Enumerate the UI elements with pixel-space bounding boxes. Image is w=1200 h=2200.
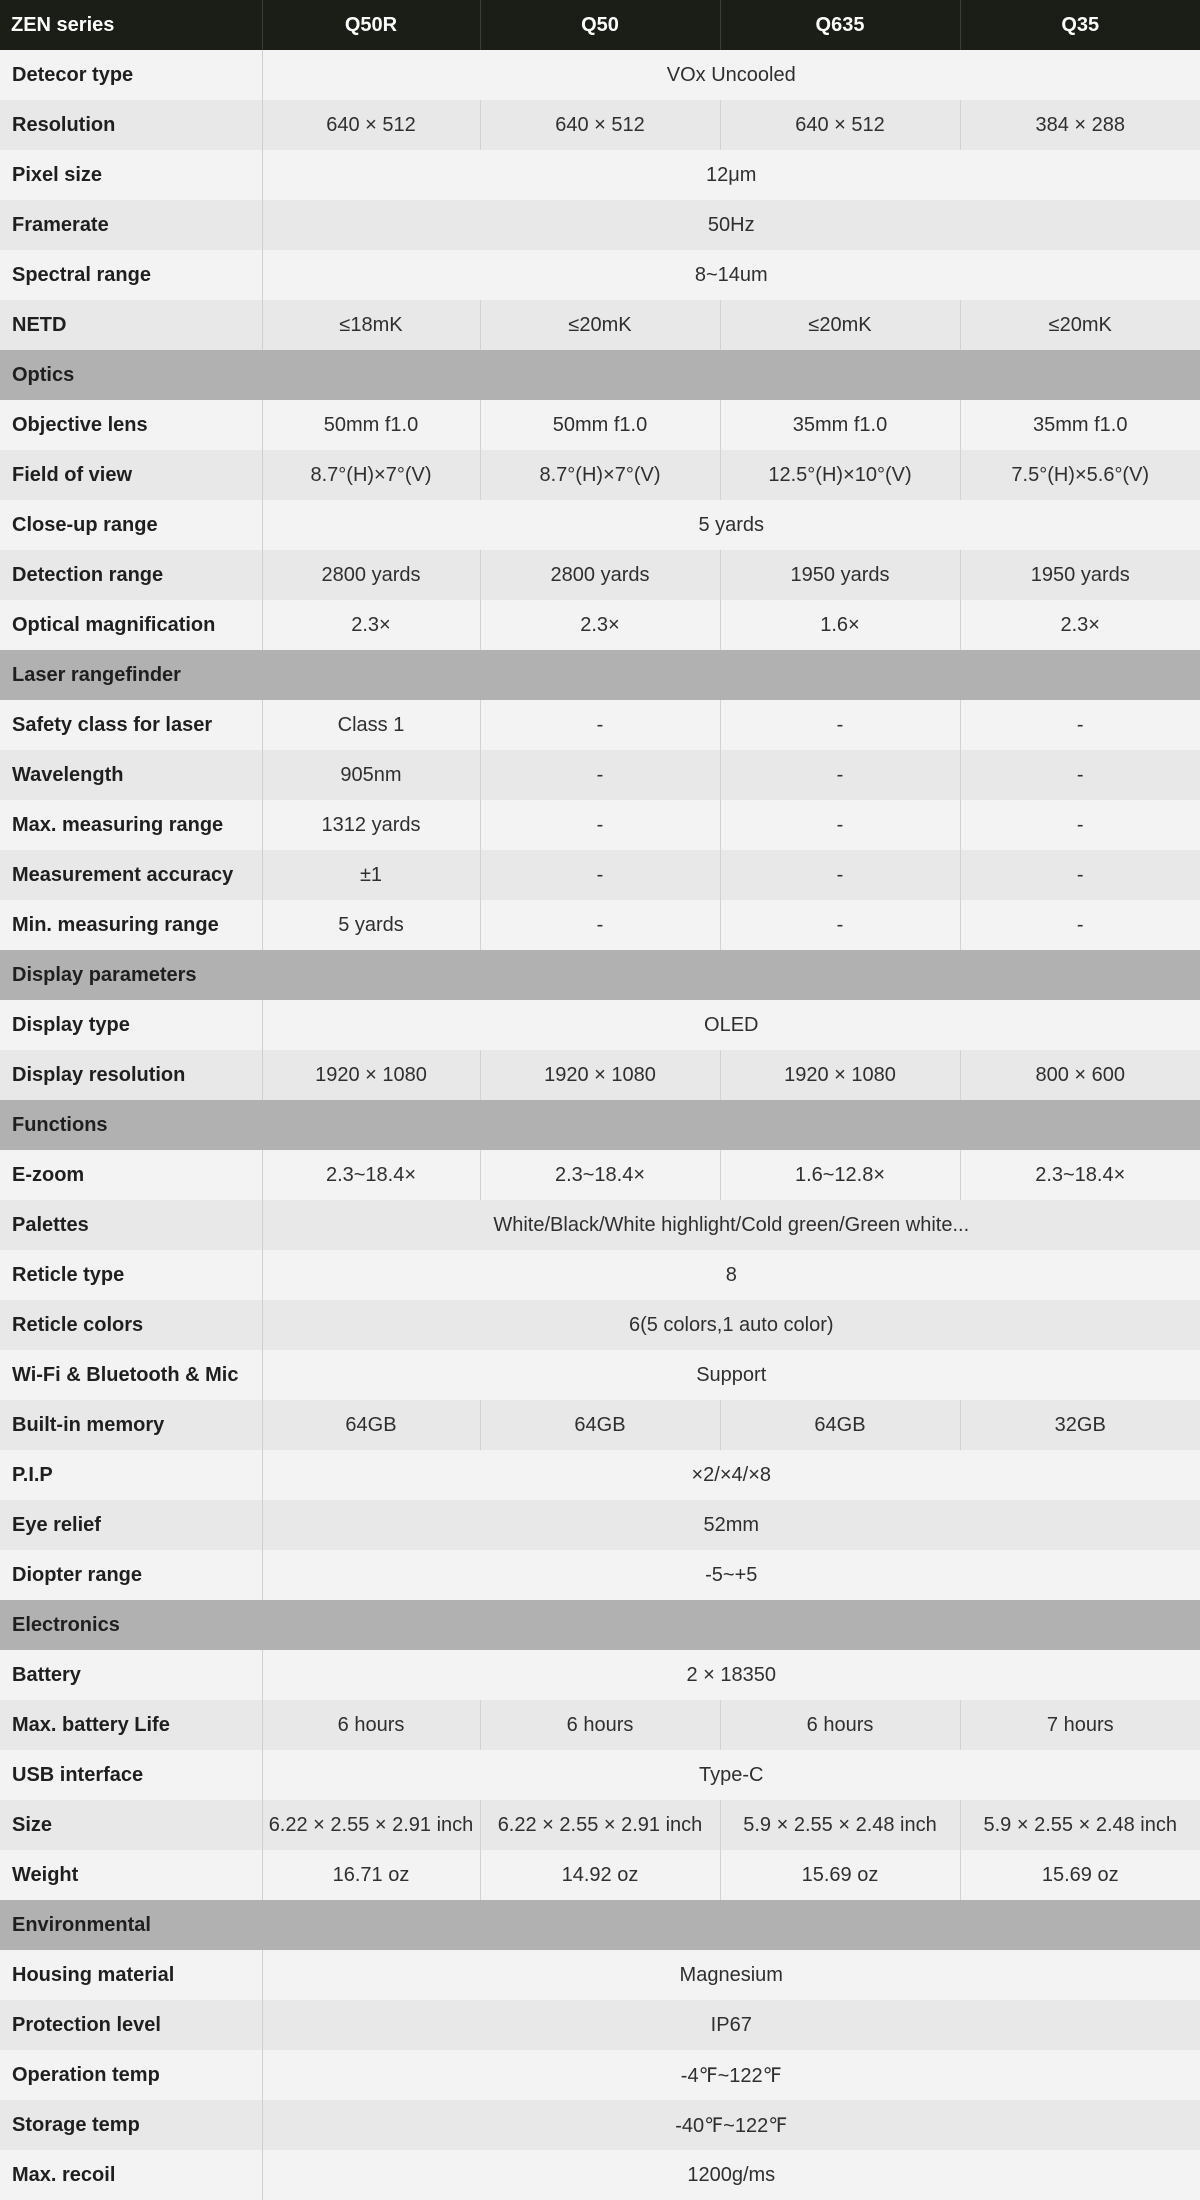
spec-value: ≤20mK <box>480 300 720 350</box>
row-label: NETD <box>0 300 262 350</box>
row-label: Detecor type <box>0 50 262 100</box>
section-header-row <box>0 650 1200 700</box>
table-header-row <box>0 0 1200 50</box>
table-row <box>0 1550 1200 1600</box>
spec-value: 2.3~18.4× <box>960 1150 1200 1200</box>
spec-value: - <box>480 750 720 800</box>
row-label: Wavelength <box>0 750 262 800</box>
row-label: Pixel size <box>0 150 262 200</box>
table-row <box>0 1800 1200 1850</box>
spec-value: 64GB <box>480 1400 720 1450</box>
spec-value: - <box>480 800 720 850</box>
spec-value-shared: Support <box>262 1350 1200 1400</box>
section-title: Laser rangefinder <box>0 650 1200 700</box>
header-model-q35: Q35 <box>960 0 1200 50</box>
spec-value: - <box>720 900 960 950</box>
spec-value: 7.5°(H)×5.6°(V) <box>960 450 1200 500</box>
spec-value-shared: 2 × 18350 <box>262 1650 1200 1700</box>
spec-value: 12.5°(H)×10°(V) <box>720 450 960 500</box>
table-row <box>0 1350 1200 1400</box>
row-label: USB interface <box>0 1750 262 1800</box>
table-row <box>0 600 1200 650</box>
spec-value: 50mm f1.0 <box>262 400 480 450</box>
spec-value: ±1 <box>262 850 480 900</box>
table-row <box>0 1050 1200 1100</box>
spec-value: 6.22 × 2.55 × 2.91 inch <box>480 1800 720 1850</box>
section-title: Functions <box>0 1100 1200 1150</box>
spec-value-shared: 50Hz <box>262 200 1200 250</box>
table-row <box>0 800 1200 850</box>
spec-value: 905nm <box>262 750 480 800</box>
table-row <box>0 50 1200 100</box>
row-label: Palettes <box>0 1200 262 1250</box>
spec-value: 640 × 512 <box>262 100 480 150</box>
table-row <box>0 750 1200 800</box>
spec-value: 6 hours <box>480 1700 720 1750</box>
spec-value-shared: Type-C <box>262 1750 1200 1800</box>
header-model-q50: Q50 <box>480 0 720 50</box>
spec-value: 8.7°(H)×7°(V) <box>480 450 720 500</box>
spec-value: - <box>720 700 960 750</box>
row-label: P.I.P <box>0 1450 262 1500</box>
spec-value: 32GB <box>960 1400 1200 1450</box>
spec-value: 640 × 512 <box>480 100 720 150</box>
section-header-row <box>0 1100 1200 1150</box>
row-label: Spectral range <box>0 250 262 300</box>
row-label: Built-in memory <box>0 1400 262 1450</box>
spec-value: - <box>720 800 960 850</box>
row-label: Storage temp <box>0 2100 262 2150</box>
spec-value: 7 hours <box>960 1700 1200 1750</box>
spec-value: 1.6~12.8× <box>720 1150 960 1200</box>
spec-value: - <box>480 700 720 750</box>
row-label: Min. measuring range <box>0 900 262 950</box>
table-row <box>0 900 1200 950</box>
row-label: Wi-Fi & Bluetooth & Mic <box>0 1350 262 1400</box>
table-row <box>0 1000 1200 1050</box>
row-label: E-zoom <box>0 1150 262 1200</box>
spec-value: 5.9 × 2.55 × 2.48 inch <box>720 1800 960 1850</box>
section-title: Electronics <box>0 1600 1200 1650</box>
table-row <box>0 1200 1200 1250</box>
spec-value-shared: 8~14um <box>262 250 1200 300</box>
table-row <box>0 400 1200 450</box>
row-label: Detection range <box>0 550 262 600</box>
spec-value: 6.22 × 2.55 × 2.91 inch <box>262 1800 480 1850</box>
spec-value: - <box>960 750 1200 800</box>
row-label: Framerate <box>0 200 262 250</box>
spec-value: - <box>480 900 720 950</box>
spec-value: 1950 yards <box>720 550 960 600</box>
spec-value: 35mm f1.0 <box>720 400 960 450</box>
row-label: Display resolution <box>0 1050 262 1100</box>
row-label: Size <box>0 1800 262 1850</box>
spec-value: 1950 yards <box>960 550 1200 600</box>
table-row <box>0 100 1200 150</box>
table-row <box>0 850 1200 900</box>
row-label: Weight <box>0 1850 262 1900</box>
spec-value-shared: 5 yards <box>262 500 1200 550</box>
spec-value-shared: ×2/×4/×8 <box>262 1450 1200 1500</box>
spec-value-shared: -40℉~122℉ <box>262 2100 1200 2150</box>
spec-value: 800 × 600 <box>960 1050 1200 1100</box>
section-title: Display parameters <box>0 950 1200 1000</box>
section-header-row <box>0 950 1200 1000</box>
table-row <box>0 1950 1200 2000</box>
section-title: Environmental <box>0 1900 1200 1950</box>
spec-value: - <box>960 700 1200 750</box>
spec-value: 50mm f1.0 <box>480 400 720 450</box>
table-row <box>0 700 1200 750</box>
header-model-q635: Q635 <box>720 0 960 50</box>
spec-value: 6 hours <box>720 1700 960 1750</box>
spec-value: - <box>480 850 720 900</box>
spec-value: 5 yards <box>262 900 480 950</box>
row-label: Diopter range <box>0 1550 262 1600</box>
table-row <box>0 1150 1200 1200</box>
spec-value: - <box>960 900 1200 950</box>
row-label: Reticle type <box>0 1250 262 1300</box>
table-row <box>0 500 1200 550</box>
row-label: Safety class for laser <box>0 700 262 750</box>
table-row <box>0 150 1200 200</box>
spec-value-shared: 12μm <box>262 150 1200 200</box>
spec-value-shared: White/Black/White highlight/Cold green/Green white... <box>262 1200 1200 1250</box>
section-header-row <box>0 1900 1200 1950</box>
spec-value-shared: OLED <box>262 1000 1200 1050</box>
table-row <box>0 2050 1200 2100</box>
spec-value: 6 hours <box>262 1700 480 1750</box>
spec-value-shared: Magnesium <box>262 1950 1200 2000</box>
spec-value: 2800 yards <box>480 550 720 600</box>
header-model-q50r: Q50R <box>262 0 480 50</box>
spec-value: Class 1 <box>262 700 480 750</box>
spec-body <box>0 50 1200 2200</box>
spec-value: 2.3~18.4× <box>480 1150 720 1200</box>
row-label: Field of view <box>0 450 262 500</box>
table-row <box>0 1250 1200 1300</box>
table-row <box>0 200 1200 250</box>
spec-value: - <box>720 750 960 800</box>
row-label: Max. recoil <box>0 2150 262 2200</box>
spec-value-shared: IP67 <box>262 2000 1200 2050</box>
table-row <box>0 1650 1200 1700</box>
spec-value: 64GB <box>720 1400 960 1450</box>
row-label: Optical magnification <box>0 600 262 650</box>
header-series: ZEN series <box>0 0 262 50</box>
spec-value: - <box>720 850 960 900</box>
table-row <box>0 550 1200 600</box>
table-row <box>0 1300 1200 1350</box>
table-row <box>0 2100 1200 2150</box>
table-row <box>0 1500 1200 1550</box>
spec-value: 384 × 288 <box>960 100 1200 150</box>
table-row <box>0 2000 1200 2050</box>
spec-value: 16.71 oz <box>262 1850 480 1900</box>
spec-value-shared: 6(5 colors,1 auto color) <box>262 1300 1200 1350</box>
spec-value: 2.3× <box>262 600 480 650</box>
table-row <box>0 250 1200 300</box>
spec-value: 14.92 oz <box>480 1850 720 1900</box>
spec-value: 640 × 512 <box>720 100 960 150</box>
spec-value: 15.69 oz <box>960 1850 1200 1900</box>
spec-value: ≤18mK <box>262 300 480 350</box>
spec-value-shared: VOx Uncooled <box>262 50 1200 100</box>
row-label: Operation temp <box>0 2050 262 2100</box>
spec-value: 15.69 oz <box>720 1850 960 1900</box>
row-label: Objective lens <box>0 400 262 450</box>
row-label: Protection level <box>0 2000 262 2050</box>
spec-value: 64GB <box>262 1400 480 1450</box>
spec-value: 2.3~18.4× <box>262 1150 480 1200</box>
spec-value: 1920 × 1080 <box>720 1050 960 1100</box>
table-row <box>0 1750 1200 1800</box>
table-row <box>0 1850 1200 1900</box>
row-label: Reticle colors <box>0 1300 262 1350</box>
row-label: Display type <box>0 1000 262 1050</box>
spec-value: - <box>960 850 1200 900</box>
spec-value-shared: -4℉~122℉ <box>262 2050 1200 2100</box>
row-label: Max. measuring range <box>0 800 262 850</box>
spec-value: 5.9 × 2.55 × 2.48 inch <box>960 1800 1200 1850</box>
row-label: Housing material <box>0 1950 262 2000</box>
table-row <box>0 300 1200 350</box>
table-row <box>0 2150 1200 2200</box>
table-row <box>0 450 1200 500</box>
table-row <box>0 1700 1200 1750</box>
row-label: Resolution <box>0 100 262 150</box>
spec-value: 1920 × 1080 <box>480 1050 720 1100</box>
row-label: Battery <box>0 1650 262 1700</box>
spec-value: 2800 yards <box>262 550 480 600</box>
row-label: Close-up range <box>0 500 262 550</box>
spec-value: ≤20mK <box>960 300 1200 350</box>
section-header-row <box>0 350 1200 400</box>
spec-value: 2.3× <box>960 600 1200 650</box>
row-label: Eye relief <box>0 1500 262 1550</box>
spec-value-shared: 52mm <box>262 1500 1200 1550</box>
table-row <box>0 1450 1200 1500</box>
table-row <box>0 1400 1200 1450</box>
spec-value: 2.3× <box>480 600 720 650</box>
spec-value: 1.6× <box>720 600 960 650</box>
spec-value: 35mm f1.0 <box>960 400 1200 450</box>
spec-value: 8.7°(H)×7°(V) <box>262 450 480 500</box>
section-header-row <box>0 1600 1200 1650</box>
row-label: Measurement accuracy <box>0 850 262 900</box>
spec-value-shared: 8 <box>262 1250 1200 1300</box>
row-label: Max. battery Life <box>0 1700 262 1750</box>
spec-value: - <box>960 800 1200 850</box>
section-title: Optics <box>0 350 1200 400</box>
spec-value-shared: 1200g/ms <box>262 2150 1200 2200</box>
spec-value: 1312 yards <box>262 800 480 850</box>
spec-value-shared: -5~+5 <box>262 1550 1200 1600</box>
spec-value: ≤20mK <box>720 300 960 350</box>
spec-value: 1920 × 1080 <box>262 1050 480 1100</box>
